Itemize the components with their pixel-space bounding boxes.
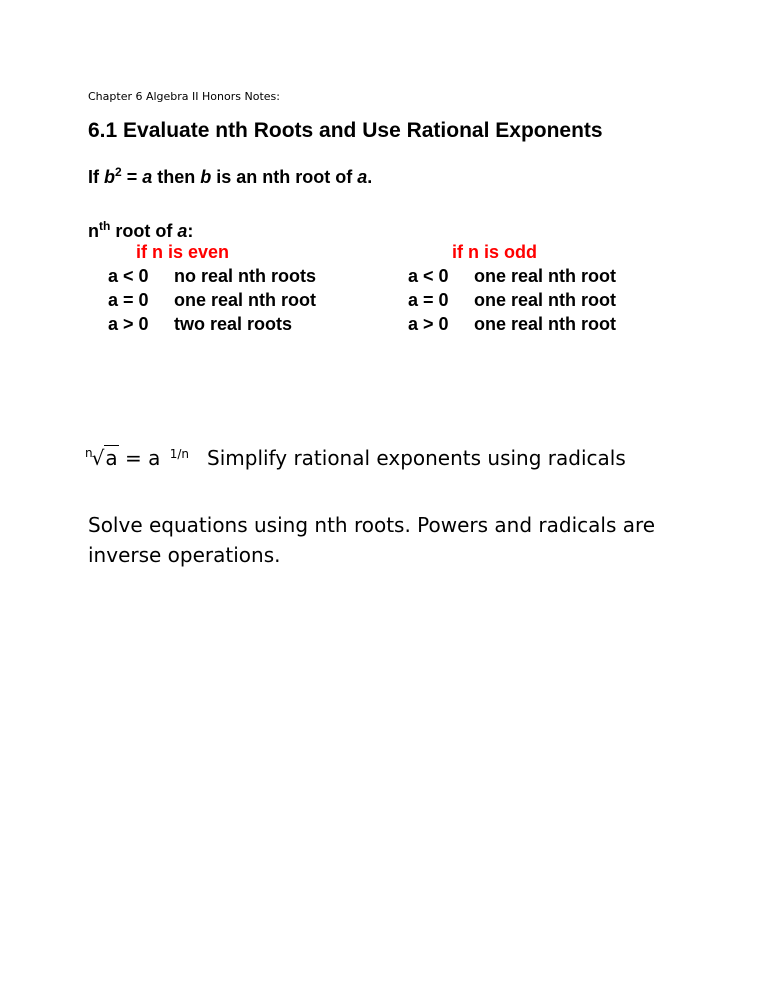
nth-root-th: th bbox=[99, 219, 111, 233]
even-row-result: no real nth roots bbox=[174, 266, 317, 286]
radical-formula bbox=[85, 438, 626, 473]
formula-equals: = a bbox=[118, 446, 167, 470]
even-row-result: one real nth root bbox=[174, 290, 317, 310]
nth-root-heading bbox=[88, 220, 193, 242]
statement-period: . bbox=[367, 167, 373, 187]
odd-row bbox=[408, 288, 616, 312]
statement-if: If bbox=[88, 167, 104, 187]
even-row-condition: a < 0 bbox=[108, 266, 149, 286]
odd-row-result: one real nth root bbox=[474, 290, 617, 310]
statement-exponent: 2 bbox=[115, 165, 122, 179]
even-column bbox=[108, 240, 316, 336]
odd-row-result: one real nth root bbox=[474, 314, 617, 334]
even-row-result: two real roots bbox=[174, 314, 293, 334]
statement-then: then bbox=[152, 167, 201, 187]
formula-exponent: 1/n bbox=[169, 447, 190, 461]
root-index: n bbox=[85, 446, 93, 460]
definition-statement bbox=[88, 166, 372, 188]
radicand: a bbox=[105, 446, 118, 470]
even-row bbox=[108, 264, 316, 288]
statement-equals: = bbox=[121, 167, 143, 187]
odd-row-result: one real nth root bbox=[474, 266, 617, 286]
body-paragraph: Solve equations using nth roots. Powers and radicals are inverse operations. bbox=[88, 513, 656, 567]
odd-heading: if n is odd bbox=[452, 242, 537, 262]
nth-root-n: n bbox=[88, 221, 99, 241]
odd-row bbox=[408, 264, 616, 288]
chapter-header: Chapter 6 Algebra II Honors Notes: bbox=[88, 90, 280, 103]
odd-row-condition: a = 0 bbox=[408, 290, 449, 310]
even-row-condition: a = 0 bbox=[108, 290, 149, 310]
odd-row-condition: a > 0 bbox=[408, 314, 449, 334]
nth-root-colon: : bbox=[187, 221, 194, 241]
even-heading: if n is even bbox=[136, 242, 230, 262]
statement-b-second: b bbox=[200, 167, 212, 187]
even-row bbox=[108, 288, 316, 312]
even-row bbox=[108, 312, 316, 336]
formula-description: Simplify rational exponents using radicals bbox=[207, 446, 626, 470]
statement-rest: is an nth root of bbox=[211, 167, 358, 187]
statement-a-second: a bbox=[357, 167, 368, 187]
nth-root-of: root of bbox=[110, 221, 178, 241]
statement-a: a bbox=[142, 167, 153, 187]
even-row-condition: a > 0 bbox=[108, 314, 149, 334]
nth-root-a: a bbox=[177, 221, 188, 241]
odd-row-condition: a < 0 bbox=[408, 266, 449, 286]
odd-row bbox=[408, 312, 616, 336]
radical-icon: √ bbox=[91, 446, 105, 470]
odd-column bbox=[408, 240, 616, 336]
statement-b: b bbox=[104, 167, 115, 187]
section-title: 6.1 Evaluate nth Roots and Use Rational Exponents bbox=[88, 119, 603, 142]
